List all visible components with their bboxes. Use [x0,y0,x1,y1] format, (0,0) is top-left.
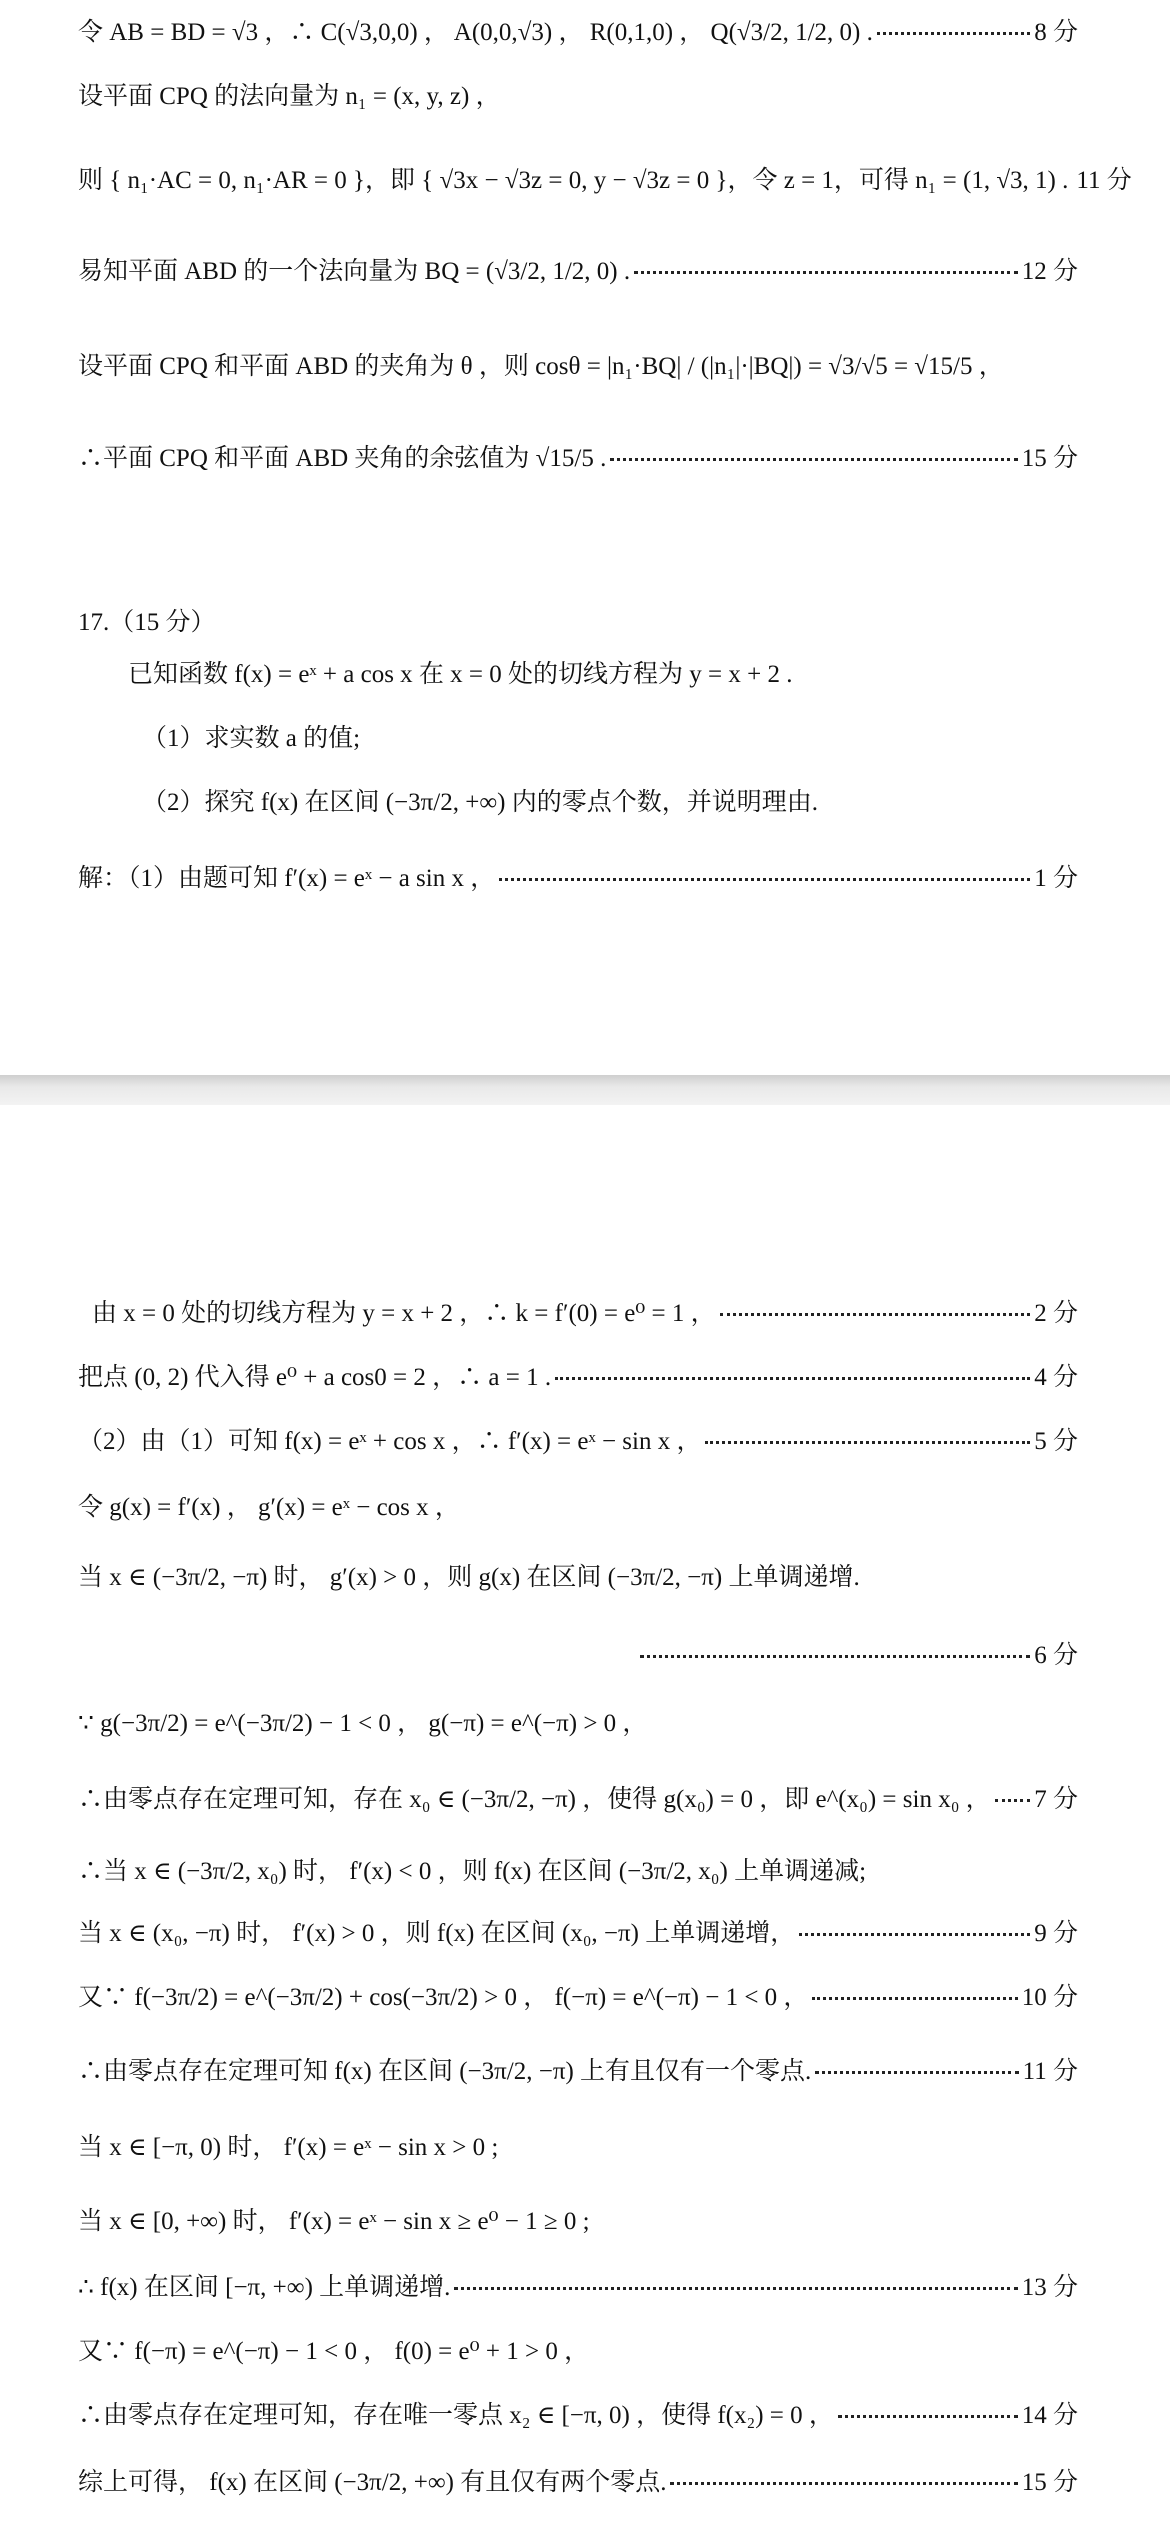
solution-line [78,1415,1078,1463]
line-text: 综上可得， f(x) 在区间 (−3π/2, +∞) 有且仅有两个零点. [78,2469,667,2496]
dot-leader [555,1377,1030,1380]
solution-line [78,1351,1078,1399]
dot-leader [720,1313,1031,1316]
question-part [142,776,1078,824]
dot-leader [995,1799,1031,1802]
answer-page-1 [0,0,1170,1075]
dot-leader [877,32,1030,35]
line-text: 把点 (0, 2) 代入得 e⁰ + a cos0 = 2 ，∴ a = 1 . [78,1364,552,1391]
line-text: 又∵ f(−3π/2) = e^(−3π/2) + cos(−3π/2) > 0 ， f(−π) = e^(−π) − 1 < 0 ， [78,1984,809,2011]
score-label: 4 分 [1034,1364,1078,1391]
solution-line [78,1907,1078,1955]
line-text: （2）探究 f(x) 在区间 (−3π/2, +∞) 内的零点个数，并说明理由. [142,789,818,816]
line-text: 解：（1）由题可知 f′(x) = eˣ − a sin x ， [78,865,496,892]
score-label: 1 分 [1034,865,1078,892]
score-only-line [78,1629,1078,1677]
solution-line [78,2456,1078,2504]
dot-leader [838,2415,1018,2418]
solution-line [78,1697,1078,1745]
score-label: 9 分 [1034,1920,1078,1947]
line-text: 令 AB = BD = √3 ，∴ C(√3,0,0) ， A(0,0,√3) ， R(0,1,0) ， Q(√3/2, 1/2, 0) . [78,19,873,46]
score-label: 8 分 [1034,19,1078,46]
score-label: 13 分 [1021,2274,1078,2301]
solution-line [78,154,1132,202]
score-label: 2 分 [1034,1300,1078,1327]
solution-line [78,1551,1078,1599]
score-label: 10 分 [1021,1984,1078,2011]
dot-leader [799,1933,1030,1936]
answer-page-2 [0,1105,1170,2532]
solution-line [78,852,1078,900]
question-part [142,712,1078,760]
page-separator [0,1075,1170,1105]
line-text: 设平面 CPQ 的法向量为 n₁ = (x, y, z) ， [78,83,501,110]
solution-line [78,432,1078,480]
question-heading [78,596,1078,644]
dot-leader [815,2071,1018,2074]
line-text: 17.（15 分） [78,609,216,636]
score-label: 12 分 [1021,258,1078,285]
dot-leader [634,271,1018,274]
solution-line [78,2195,1078,2243]
line-text: ∴由零点存在定理可知，存在唯一零点 x₂ ∈ [−π, 0) ，使得 f(x₂) = 0 ， [78,2402,834,2429]
solution-line [78,2389,1078,2437]
dot-leader [610,458,1017,461]
line-text: 易知平面 ABD 的一个法向量为 BQ = (√3/2, 1/2, 0) . [78,258,631,285]
solution-line [78,2121,1078,2169]
solution-line [78,1773,1078,1821]
line-text: ∴平面 CPQ 和平面 ABD 夹角的余弦值为 √15/5 . [78,445,607,472]
question-stem [128,648,1078,696]
line-text: ∴由零点存在定理可知 f(x) 在区间 (−3π/2, −π) 上有且仅有一个零点. [78,2058,812,2085]
solution-line [78,340,1078,388]
score-label: 15 分 [1021,445,1078,472]
line-text: 当 x ∈ [−π, 0) 时， f′(x) = eˣ − sin x > 0 ; [78,2134,499,2161]
dot-leader [670,2482,1017,2485]
solution-line [78,2261,1078,2309]
line-text: 则 { n₁·AC = 0, n₁·AR = 0 }，即 { √3x − √3z = 0, y − √3z = 0 }，令 z = 1，可得 n₁ = (1, √3, 1) . [78,167,1069,194]
solution-line [78,2325,1078,2373]
solution-line [78,1971,1078,2019]
score-label: 5 分 [1034,1428,1078,1455]
dot-leader [454,2287,1017,2290]
score-label: 7 分 [1034,1786,1078,1813]
line-text: 已知函数 f(x) = eˣ + a cos x 在 x = 0 处的切线方程为 y = x + 2 . [128,661,793,688]
line-text: （1）求实数 a 的值; [142,725,361,752]
score-label: 11 分 [1076,167,1132,194]
line-text: ∵ g(−3π/2) = e^(−3π/2) − 1 < 0 ， g(−π) = e^(−π) > 0 ， [78,1710,648,1737]
line-text: 由 x = 0 处的切线方程为 y = x + 2 ，∴ k = f′(0) = e⁰ = 1 ， [92,1300,716,1327]
solution-line [78,245,1078,293]
score-label: 14 分 [1021,2402,1078,2429]
score-label: 6 分 [1034,1642,1078,1669]
solution-line [78,1481,1078,1529]
line-text: 当 x ∈ (−3π/2, −π) 时， g′(x) > 0 ，则 g(x) 在区间 (−3π/2, −π) 上单调递增. [78,1564,860,1591]
score-label: 11 分 [1022,2058,1078,2085]
solution-line [78,1845,1078,1893]
line-text: 又∵ f(−π) = e^(−π) − 1 < 0 ， f(0) = e⁰ + 1 > 0 ， [78,2338,590,2365]
line-text: 设平面 CPQ 和平面 ABD 的夹角为 θ ，则 cosθ = |n₁·BQ| / (|n₁|·|BQ|) = √3/√5 = √15/5 ， [78,353,1004,380]
dot-leader [499,878,1030,881]
solution-line [78,2045,1078,2093]
dot-leader [812,1997,1017,2000]
line-text: 当 x ∈ [0, +∞) 时， f′(x) = eˣ − sin x ≥ e⁰ − 1 ≥ 0 ; [78,2208,590,2235]
line-text: （2）由（1）可知 f(x) = eˣ + cos x ，∴ f′(x) = eˣ − sin x ， [78,1428,702,1455]
line-text: ∴当 x ∈ (−3π/2, x₀) 时， f′(x) < 0 ，则 f(x) 在区间 (−3π/2, x₀) 上单调递减; [78,1858,867,1885]
dot-leader [705,1441,1030,1444]
dot-leader [640,1655,1030,1658]
line-text: 当 x ∈ (x₀, −π) 时， f′(x) > 0 ，则 f(x) 在区间 (x₀, −π) 上单调递增， [78,1920,796,1947]
line-text: ∴ f(x) 在区间 [−π, +∞) 上单调递增. [78,2274,451,2301]
score-label: 15 分 [1021,2469,1078,2496]
line-text: 令 g(x) = f′(x) ， g′(x) = eˣ − cos x ， [78,1494,460,1521]
solution-line [92,1287,1078,1335]
line-text: ∴由零点存在定理可知，存在 x₀ ∈ (−3π/2, −π) ，使得 g(x₀) = 0 ，即 e^(x₀) = sin x₀ ， [78,1786,991,1813]
solution-line [78,70,1078,118]
solution-line [78,6,1078,54]
